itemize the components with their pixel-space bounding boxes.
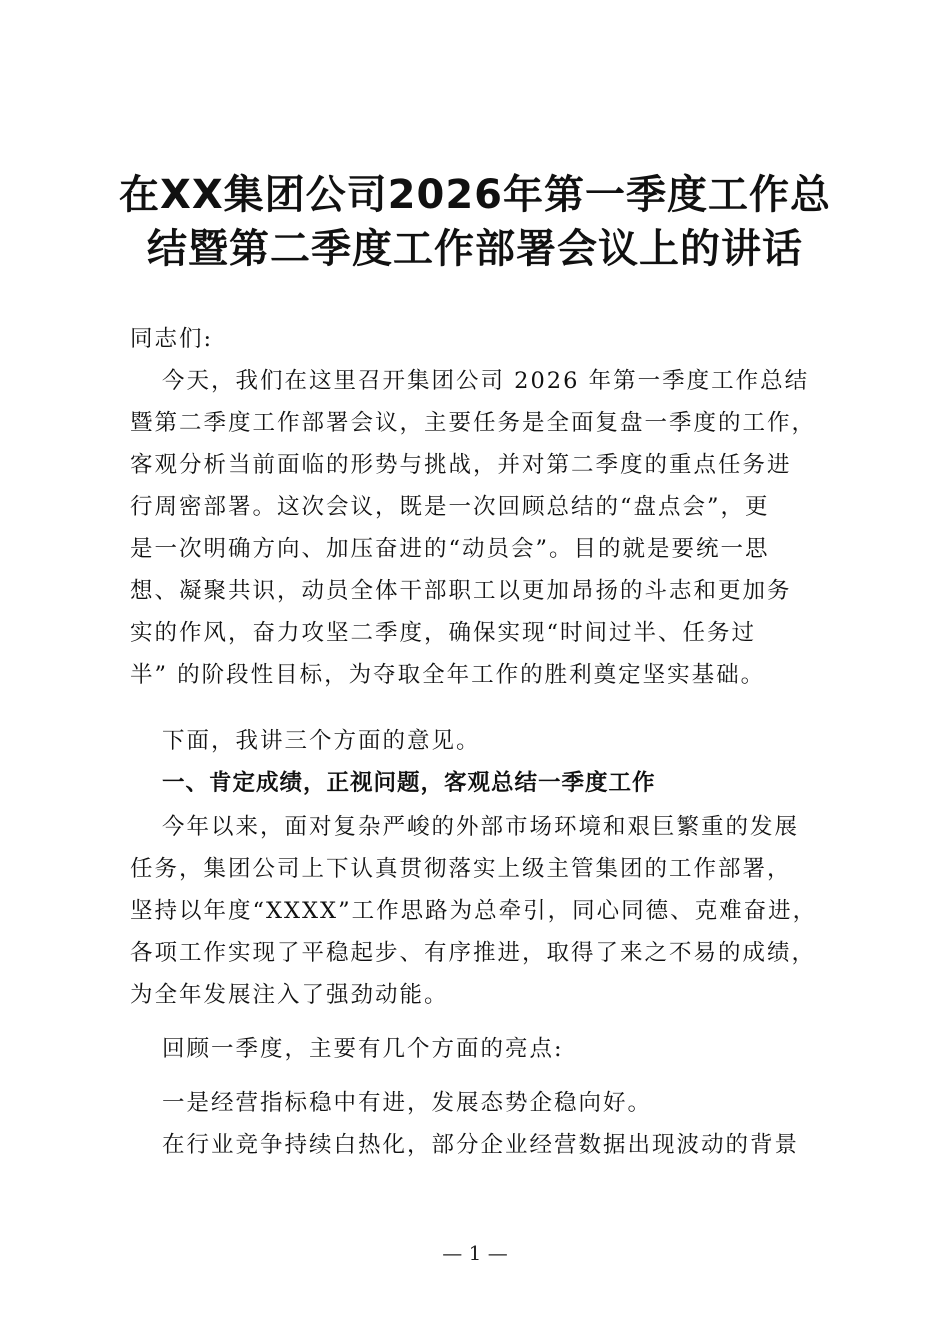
salutation: 同志们: [130, 326, 214, 352]
paragraph-line: 半” 的阶段性目标，为夺取全年工作的胜利奠定坚实基础。 [130, 662, 766, 688]
paragraph-line: 坚持以年度“XXXX”工作思路为总牵引，同心同德、克难奋进， [130, 898, 818, 924]
page-number: — 1 — [442, 1241, 508, 1265]
title-line-2: 结暨第二季度工作部署会议上的讲话 [147, 226, 803, 272]
document-title [100, 168, 850, 276]
paragraph-line: 今年以来，面对复杂严峻的外部市场环境和艰巨繁重的发展 [162, 814, 800, 840]
paragraph-line: 是一次明确方向、加压奋进的“动员会”。目的就是要统一思 [130, 536, 770, 562]
paragraph-line: 今天，我们在这里召开集团公司 2026 年第一季度工作总结 [162, 368, 810, 394]
paragraph-point-1-detail: 在行业竞争持续白热化，部分企业经营数据出现波动的背景 [162, 1132, 800, 1158]
paragraph-line: 想、凝聚共识，动员全体干部职工以更加昂扬的斗志和更加务 [130, 578, 792, 604]
paragraph-intro [130, 360, 832, 696]
paragraph-point-1: 一是经营指标稳中有进，发展态势企稳向好。 [162, 1090, 653, 1116]
paragraph-line: 客观分析当前面临的形势与挑战，并对第二季度的重点任务进 [130, 452, 792, 478]
title-line-1: 在XX集团公司2026年第一季度工作总 [118, 172, 831, 218]
paragraph-line: 实的作风，奋力攻坚二季度，确保实现“时间过半、任务过 [130, 620, 757, 646]
paragraph-line: 任务，集团公司上下认真贯彻落实上级主管集团的工作部署， [130, 856, 792, 882]
paragraph-line: 各项工作实现了平稳起步、有序推进，取得了来之不易的成绩， [130, 940, 817, 966]
section-heading-1: 一、肯定成绩，正视问题，客观总结一季度工作 [162, 770, 656, 796]
paragraph-review [130, 806, 832, 1016]
paragraph-line: 为全年发展注入了强劲动能。 [130, 982, 449, 1008]
paragraph-outline: 下面，我讲三个方面的意见。 [162, 728, 481, 754]
paragraph-highlights: 回顾一季度，主要有几个方面的亮点: [162, 1036, 564, 1062]
paragraph-line: 行周密部署。这次会议，既是一次回顾总结的“盘点会”，更 [130, 494, 770, 520]
paragraph-line: 暨第二季度工作部署会议，主要任务是全面复盘一季度的工作， [130, 410, 817, 436]
